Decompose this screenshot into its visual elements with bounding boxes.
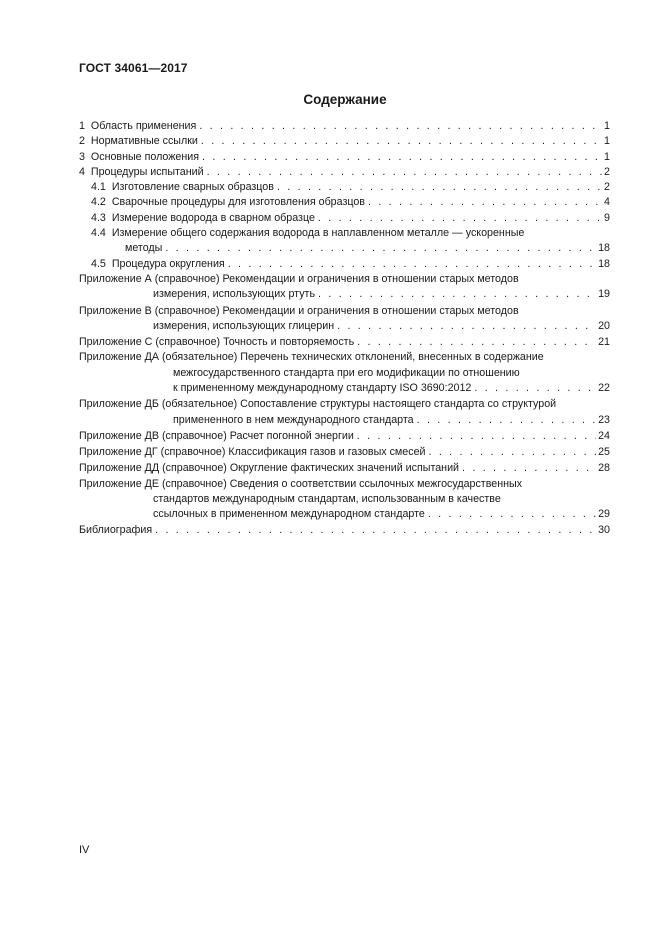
toc-title-continuation: стандартов международным стандартам, использованным в качестве: [153, 493, 501, 506]
leader-dots: [165, 241, 596, 256]
toc-page-number: 23: [598, 413, 610, 426]
toc-page-number: 29: [598, 508, 610, 521]
leader-dots: [357, 429, 596, 444]
leader-dots: [318, 287, 596, 302]
toc-number: 4.4: [91, 227, 106, 240]
toc-entry-appendix-de[interactable]: [79, 477, 610, 523]
leader-dots: [202, 150, 602, 165]
toc-title: Область применения: [90, 120, 197, 132]
page-title: Содержание: [303, 92, 387, 107]
toc-title: Процедуры испытаний: [90, 165, 204, 178]
toc-entry-appendix-b[interactable]: [79, 304, 610, 335]
toc-entry-4-4[interactable]: [79, 226, 610, 257]
leader-dots: [199, 119, 602, 134]
toc-entry-4-5[interactable]: [79, 257, 610, 272]
toc-title-continuation: методы: [125, 242, 163, 255]
toc-title: Процедура округления: [111, 257, 225, 270]
leader-dots: [277, 180, 602, 195]
page-number-footer: IV: [79, 844, 90, 856]
toc-page-number: 21: [598, 336, 610, 349]
table-of-contents: [79, 119, 610, 538]
toc-page-number: 28: [598, 461, 610, 474]
leader-dots: [201, 134, 602, 149]
toc-title-continuation: ссылочных в примененном международном стандарте: [153, 508, 425, 521]
leader-dots: [318, 211, 602, 226]
toc-title: Приложение ДД (справочное) Округление фактических значений испытаний: [79, 461, 460, 474]
toc-page-number: 9: [604, 211, 610, 224]
toc-title: Приложение ДГ (справочное) Классификация газов и газовых смесей: [79, 446, 426, 459]
toc-title: Приложение В (справочное) Рекомендации и ограничения в отношении старых методов: [79, 304, 519, 317]
toc-entry-4-1[interactable]: [79, 180, 610, 195]
toc-entry-appendix-a[interactable]: [79, 272, 610, 303]
toc-number: 4: [79, 165, 85, 178]
toc-title: Основные положения: [90, 150, 200, 163]
toc-entry-appendix-da[interactable]: [79, 350, 610, 396]
toc-title: Сварочные процедуры для изготовления образцов: [111, 196, 365, 209]
toc-title-continuation: примененного в нем международного стандарта: [173, 413, 414, 426]
toc-title: Измерение водорода в сварном образце: [111, 211, 315, 224]
toc-entry-3[interactable]: [79, 150, 610, 165]
toc-page-number: 25: [598, 446, 610, 459]
leader-dots: [228, 257, 596, 272]
toc-entry-4[interactable]: [79, 165, 610, 180]
toc-number: 4.1: [91, 181, 106, 194]
toc-entry-appendix-db[interactable]: [79, 397, 610, 428]
toc-number: 1: [79, 120, 85, 132]
toc-title: Изготовление сварных образцов: [111, 181, 274, 194]
toc-page-number: 30: [598, 523, 610, 536]
toc-number: 3: [79, 150, 85, 163]
toc-page-number: 19: [598, 288, 610, 301]
toc-entry-2[interactable]: [79, 134, 610, 149]
toc-title: Приложение ДБ (обязательное) Сопоставление структуры настоящего стандарта со структурой: [79, 398, 557, 411]
leader-dots: [428, 507, 596, 522]
toc-page-number: 2: [604, 165, 610, 178]
leader-dots: [474, 381, 596, 396]
toc-title: Приложение А (справочное) Рекомендации и ограничения в отношении старых методов: [79, 272, 519, 285]
leader-dots: [428, 445, 596, 460]
toc-entry-appendix-dv[interactable]: [79, 429, 610, 444]
toc-entry-4-3[interactable]: [79, 211, 610, 226]
toc-page-number: 22: [598, 382, 610, 395]
toc-title: Приложение ДЕ (справочное) Сведения о соответствии ссылочных межгосударственных: [79, 477, 523, 490]
toc-title-continuation: измерения, использующих ртуть: [153, 288, 316, 301]
leader-dots: [357, 335, 596, 350]
toc-entry-appendix-c[interactable]: [79, 335, 610, 350]
toc-entry-appendix-dg[interactable]: [79, 445, 610, 460]
toc-page-number: 20: [598, 319, 610, 332]
toc-entry-1[interactable]: [79, 119, 610, 134]
leader-dots: [462, 461, 596, 476]
toc-title: Приложение ДВ (справочное) Расчет погонной энергии: [79, 429, 354, 442]
toc-entry-bibliography[interactable]: [79, 523, 610, 538]
toc-page-number: 1: [604, 150, 610, 163]
toc-number: 4.2: [91, 196, 106, 209]
toc-title: Измерение общего содержания водорода в наплавленном металле — ускоренные: [111, 227, 525, 240]
leader-dots: [155, 523, 596, 538]
toc-title: Приложение С (справочное) Точность и повторяемость: [79, 336, 355, 349]
toc-number: 4.3: [91, 211, 106, 224]
toc-entry-4-2[interactable]: [79, 195, 610, 210]
toc-entry-appendix-dd[interactable]: [79, 461, 610, 476]
toc-title-continuation: межгосударственного стандарта при его модификации по отношению: [173, 366, 520, 379]
toc-number: 4.5: [91, 257, 106, 270]
standard-designation: ГОСТ 34061—2017: [79, 61, 188, 75]
toc-title: Нормативные ссылки: [90, 135, 198, 148]
leader-dots: [368, 195, 602, 210]
leader-dots: [207, 165, 602, 180]
leader-dots: [337, 319, 596, 334]
toc-title-continuation: к примененному международному стандарту ISO 3690:2012: [173, 382, 472, 395]
toc-page-number: 1: [604, 120, 610, 132]
toc-page-number: 1: [604, 135, 610, 148]
toc-page-number: 2: [604, 181, 610, 194]
toc-title: Библиография: [79, 523, 153, 536]
toc-page-number: 24: [598, 429, 610, 442]
leader-dots: [417, 413, 597, 428]
toc-page-number: 4: [604, 196, 610, 209]
toc-page-number: 18: [598, 257, 610, 270]
toc-number: 2: [79, 135, 85, 148]
toc-title-continuation: измерения, использующих глицерин: [153, 319, 335, 332]
toc-title: Приложение ДА (обязательное) Перечень технических отклонений, внесенных в содержание: [79, 351, 544, 364]
toc-page-number: 18: [598, 242, 610, 255]
